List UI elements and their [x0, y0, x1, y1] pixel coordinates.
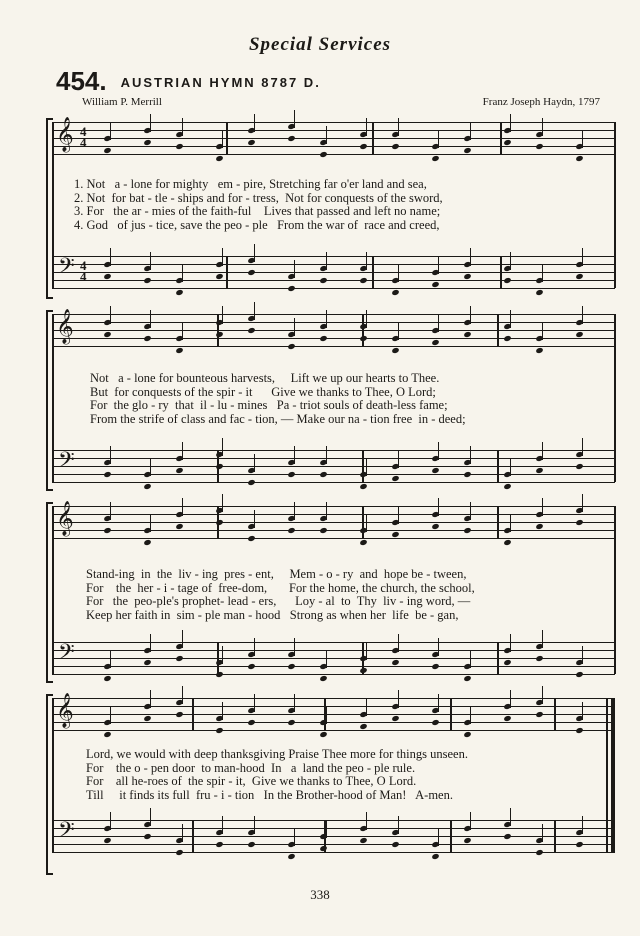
lyric-line: 2. Not for bat - tle - ships and for - tress, Not for conquests of the sword, [74, 190, 443, 205]
notehead [319, 731, 327, 738]
note-stem [470, 122, 471, 140]
note-stem [582, 248, 583, 266]
barline [614, 506, 616, 674]
barline [52, 122, 54, 288]
note-stem [398, 264, 399, 282]
note-stem [366, 252, 367, 270]
note-stem [510, 458, 511, 476]
note-stem [110, 306, 111, 324]
note-stem [222, 438, 223, 456]
barline [450, 820, 452, 852]
barline [217, 642, 219, 674]
note-stem [110, 812, 111, 830]
note-stem [222, 646, 223, 664]
barline [497, 314, 499, 346]
note-stem [326, 650, 327, 668]
notehead [287, 853, 295, 860]
barline [372, 256, 374, 288]
note-stem [542, 264, 543, 282]
note-stem [470, 248, 471, 266]
note-stem [254, 694, 255, 712]
notehead [319, 675, 327, 682]
notehead [143, 539, 151, 546]
barline [450, 698, 452, 730]
note-stem [582, 494, 583, 512]
note-stem [366, 458, 367, 476]
section-header: Special Services [248, 34, 392, 55]
notehead [503, 483, 511, 490]
note-stem [582, 438, 583, 456]
note-stem [254, 114, 255, 132]
barline [192, 820, 194, 852]
bass-staff [52, 256, 615, 288]
note-stem [470, 446, 471, 464]
treble-staff [52, 310, 615, 346]
notehead [287, 343, 295, 350]
note-stem [326, 310, 327, 328]
note-stem [222, 130, 223, 148]
note-stem [470, 306, 471, 324]
treble-clef-icon: 𝄞 [56, 694, 74, 727]
note-stem [438, 256, 439, 274]
notehead [575, 155, 583, 162]
bass-staff [52, 820, 615, 852]
notehead [103, 675, 111, 682]
lyric-line: Keep her faith in sim - ple man - hood Strong as when her life be - gan, [86, 607, 459, 622]
lyric-line: For the o - pen door to man-hood In a land the peo - ple rule. [86, 760, 416, 775]
note-stem [150, 514, 151, 532]
notehead [535, 289, 543, 296]
note-stem [542, 686, 543, 704]
notehead [503, 539, 511, 546]
notehead [319, 151, 327, 158]
note-stem [510, 114, 511, 132]
note-stem [470, 706, 471, 724]
note-stem [510, 514, 511, 532]
note-stem [398, 450, 399, 468]
note-stem [294, 828, 295, 846]
note-stem [182, 118, 183, 136]
note-stem [510, 634, 511, 652]
note-stem [438, 828, 439, 846]
notehead [143, 483, 151, 490]
barline [226, 122, 228, 154]
note-stem [470, 812, 471, 830]
note-stem [150, 634, 151, 652]
music-system-4 [52, 694, 615, 879]
note-stem [254, 454, 255, 472]
barline [497, 450, 499, 482]
note-stem [366, 514, 367, 532]
note-stem [254, 638, 255, 656]
note-stem [182, 686, 183, 704]
notehead [431, 853, 439, 860]
bass-staff [52, 642, 615, 674]
notehead [575, 727, 583, 734]
notehead [575, 671, 583, 678]
notehead [391, 289, 399, 296]
note-stem [150, 252, 151, 270]
barline [226, 256, 228, 288]
note-stem [438, 498, 439, 516]
note-stem [222, 248, 223, 266]
note-stem [294, 318, 295, 336]
note-stem [294, 502, 295, 520]
note-stem [542, 322, 543, 340]
lyric-line: Till it finds its full fru - i - tion In the Brother-hood of Man! A-men. [86, 787, 453, 802]
note-stem [510, 808, 511, 826]
note-stem [326, 820, 327, 838]
final-barline [611, 698, 615, 852]
note-stem [182, 442, 183, 460]
note-stem [294, 446, 295, 464]
note-stem [582, 130, 583, 148]
lyric-line: For all he-roes of the spir - it, Give we thanks to Thee, O Lord. [86, 774, 417, 788]
note-stem [398, 118, 399, 136]
note-stem [326, 252, 327, 270]
note-stem [222, 702, 223, 720]
note-stem [222, 494, 223, 512]
notehead [535, 347, 543, 354]
notehead [215, 155, 223, 162]
note-stem [222, 816, 223, 834]
notehead [103, 731, 111, 738]
barline [614, 122, 616, 288]
music-system-1 [52, 118, 615, 303]
notehead [247, 535, 255, 542]
lyric-line: For the her - i - tage of free-dom, For the home, the church, the school, [86, 580, 475, 595]
time-signature: 4 4 [80, 124, 87, 150]
note-stem [326, 502, 327, 520]
author: William P. Merrill [82, 96, 162, 108]
note-stem [150, 310, 151, 328]
note-stem [470, 650, 471, 668]
note-stem [150, 808, 151, 826]
treble-staff [52, 502, 615, 538]
notehead [359, 483, 367, 490]
treble-staff [52, 694, 615, 730]
note-stem [398, 506, 399, 524]
note-stem [254, 816, 255, 834]
note-stem [326, 446, 327, 464]
note-stem [294, 110, 295, 128]
barline [192, 698, 194, 730]
barline [52, 314, 54, 482]
notehead [391, 347, 399, 354]
note-stem [366, 118, 367, 136]
note-stem [366, 698, 367, 716]
notehead [247, 479, 255, 486]
note-stem [582, 702, 583, 720]
note-stem [582, 646, 583, 664]
note-stem [182, 630, 183, 648]
note-stem [542, 630, 543, 648]
note-stem [470, 502, 471, 520]
bass-clef-icon: 𝄢 [58, 818, 75, 847]
notehead [463, 675, 471, 682]
notehead [215, 727, 223, 734]
note-stem [582, 306, 583, 324]
note-stem [438, 442, 439, 460]
notehead [431, 155, 439, 162]
note-stem [182, 264, 183, 282]
lyric-line: From the strife of class and fac - tion, — Make our na - tion free in - deed; [90, 411, 466, 426]
barline [372, 122, 374, 154]
note-stem [294, 694, 295, 712]
barline [497, 642, 499, 674]
note-stem [582, 816, 583, 834]
composer: Franz Joseph Haydn, 1797 [482, 96, 600, 108]
note-stem [438, 638, 439, 656]
note-stem [542, 118, 543, 136]
note-stem [294, 260, 295, 278]
note-stem [542, 498, 543, 516]
bass-clef-icon: 𝄢 [58, 448, 75, 477]
note-stem [182, 322, 183, 340]
treble-clef-icon: 𝄞 [56, 118, 74, 151]
treble-staff [52, 118, 615, 154]
note-stem [150, 458, 151, 476]
lyric-line: 1. Not a - lone for mighty em - pire, Stretching far o'er land and sea, [74, 177, 427, 191]
lyrics-block [90, 372, 640, 426]
note-stem [254, 302, 255, 320]
music-system-2 [52, 310, 615, 495]
lyric-line: 4. God of jus - tice, save the peo - ple From the war of race and creed, [74, 217, 440, 232]
note-stem [542, 442, 543, 460]
note-stem [110, 248, 111, 266]
note-stem [254, 244, 255, 262]
notehead [535, 849, 543, 856]
notehead [463, 731, 471, 738]
note-stem [222, 306, 223, 324]
bass-staff [52, 450, 615, 482]
note-stem [398, 690, 399, 708]
note-stem [398, 634, 399, 652]
note-stem [438, 314, 439, 332]
lyric-line: But for conquests of the spir - it Give we thanks to Thee, O Lord; [90, 384, 436, 399]
barline [497, 506, 499, 538]
barline [52, 698, 54, 852]
note-stem [110, 446, 111, 464]
barline [52, 506, 54, 674]
lyrics-block [86, 748, 640, 802]
note-stem [366, 642, 367, 660]
bass-clef-icon: 𝄢 [58, 640, 75, 669]
lyric-line: Lord, we would with deep thanksgiving Praise Thee more for things unseen. [86, 747, 468, 761]
lyric-line: For the peo-ple's prophet- lead - ers, Loy - al to Thy liv - ing word, — [86, 594, 471, 608]
note-stem [254, 510, 255, 528]
note-stem [110, 650, 111, 668]
notehead [287, 285, 295, 292]
notehead [359, 539, 367, 546]
notehead [215, 671, 223, 678]
note-stem [438, 130, 439, 148]
barline [500, 122, 502, 154]
note-stem [326, 126, 327, 144]
page-number: 338 [310, 887, 330, 902]
note-stem [182, 824, 183, 842]
bass-clef-icon: 𝄢 [58, 254, 75, 283]
lyrics-block [86, 568, 640, 622]
note-stem [366, 812, 367, 830]
note-stem [294, 638, 295, 656]
tune-name: AUSTRIAN HYMN 8787 D. [120, 75, 321, 90]
time-signature: 4 4 [80, 258, 87, 284]
note-stem [110, 122, 111, 140]
note-stem [398, 322, 399, 340]
hymn-title-line [56, 66, 321, 96]
note-stem [366, 310, 367, 328]
note-stem [398, 816, 399, 834]
notehead [175, 849, 183, 856]
lyrics-block [74, 178, 637, 232]
final-barline [606, 698, 608, 852]
note-stem [182, 498, 183, 516]
note-stem [510, 252, 511, 270]
notehead [175, 289, 183, 296]
note-stem [150, 114, 151, 132]
lyric-line: Not a - lone for bounteous harvests, Lift we up our hearts to Thee. [90, 371, 440, 385]
treble-clef-icon: 𝄞 [56, 502, 74, 535]
barline [554, 820, 556, 852]
note-stem [110, 706, 111, 724]
lyric-line: 3. For the ar - mies of the faith-ful Lives that passed and left no name; [74, 204, 441, 218]
note-stem [510, 310, 511, 328]
note-stem [438, 694, 439, 712]
notehead [175, 347, 183, 354]
lyric-line: Stand-ing in the liv - ing pres - ent, Mem - o - ry and hope be - tween, [86, 567, 467, 581]
barline [217, 314, 219, 346]
barline [500, 256, 502, 288]
note-stem [150, 690, 151, 708]
lyric-line: For the glo - ry that il - lu - mines Pa - triot souls of death-less fame; [90, 398, 448, 412]
note-stem [542, 824, 543, 842]
music-system-3 [52, 502, 615, 687]
note-stem [510, 690, 511, 708]
treble-clef-icon: 𝄞 [56, 310, 74, 343]
note-stem [110, 502, 111, 520]
note-stem [326, 706, 327, 724]
barline [554, 698, 556, 730]
hymn-number: 454. [56, 66, 107, 96]
barline [614, 314, 616, 482]
